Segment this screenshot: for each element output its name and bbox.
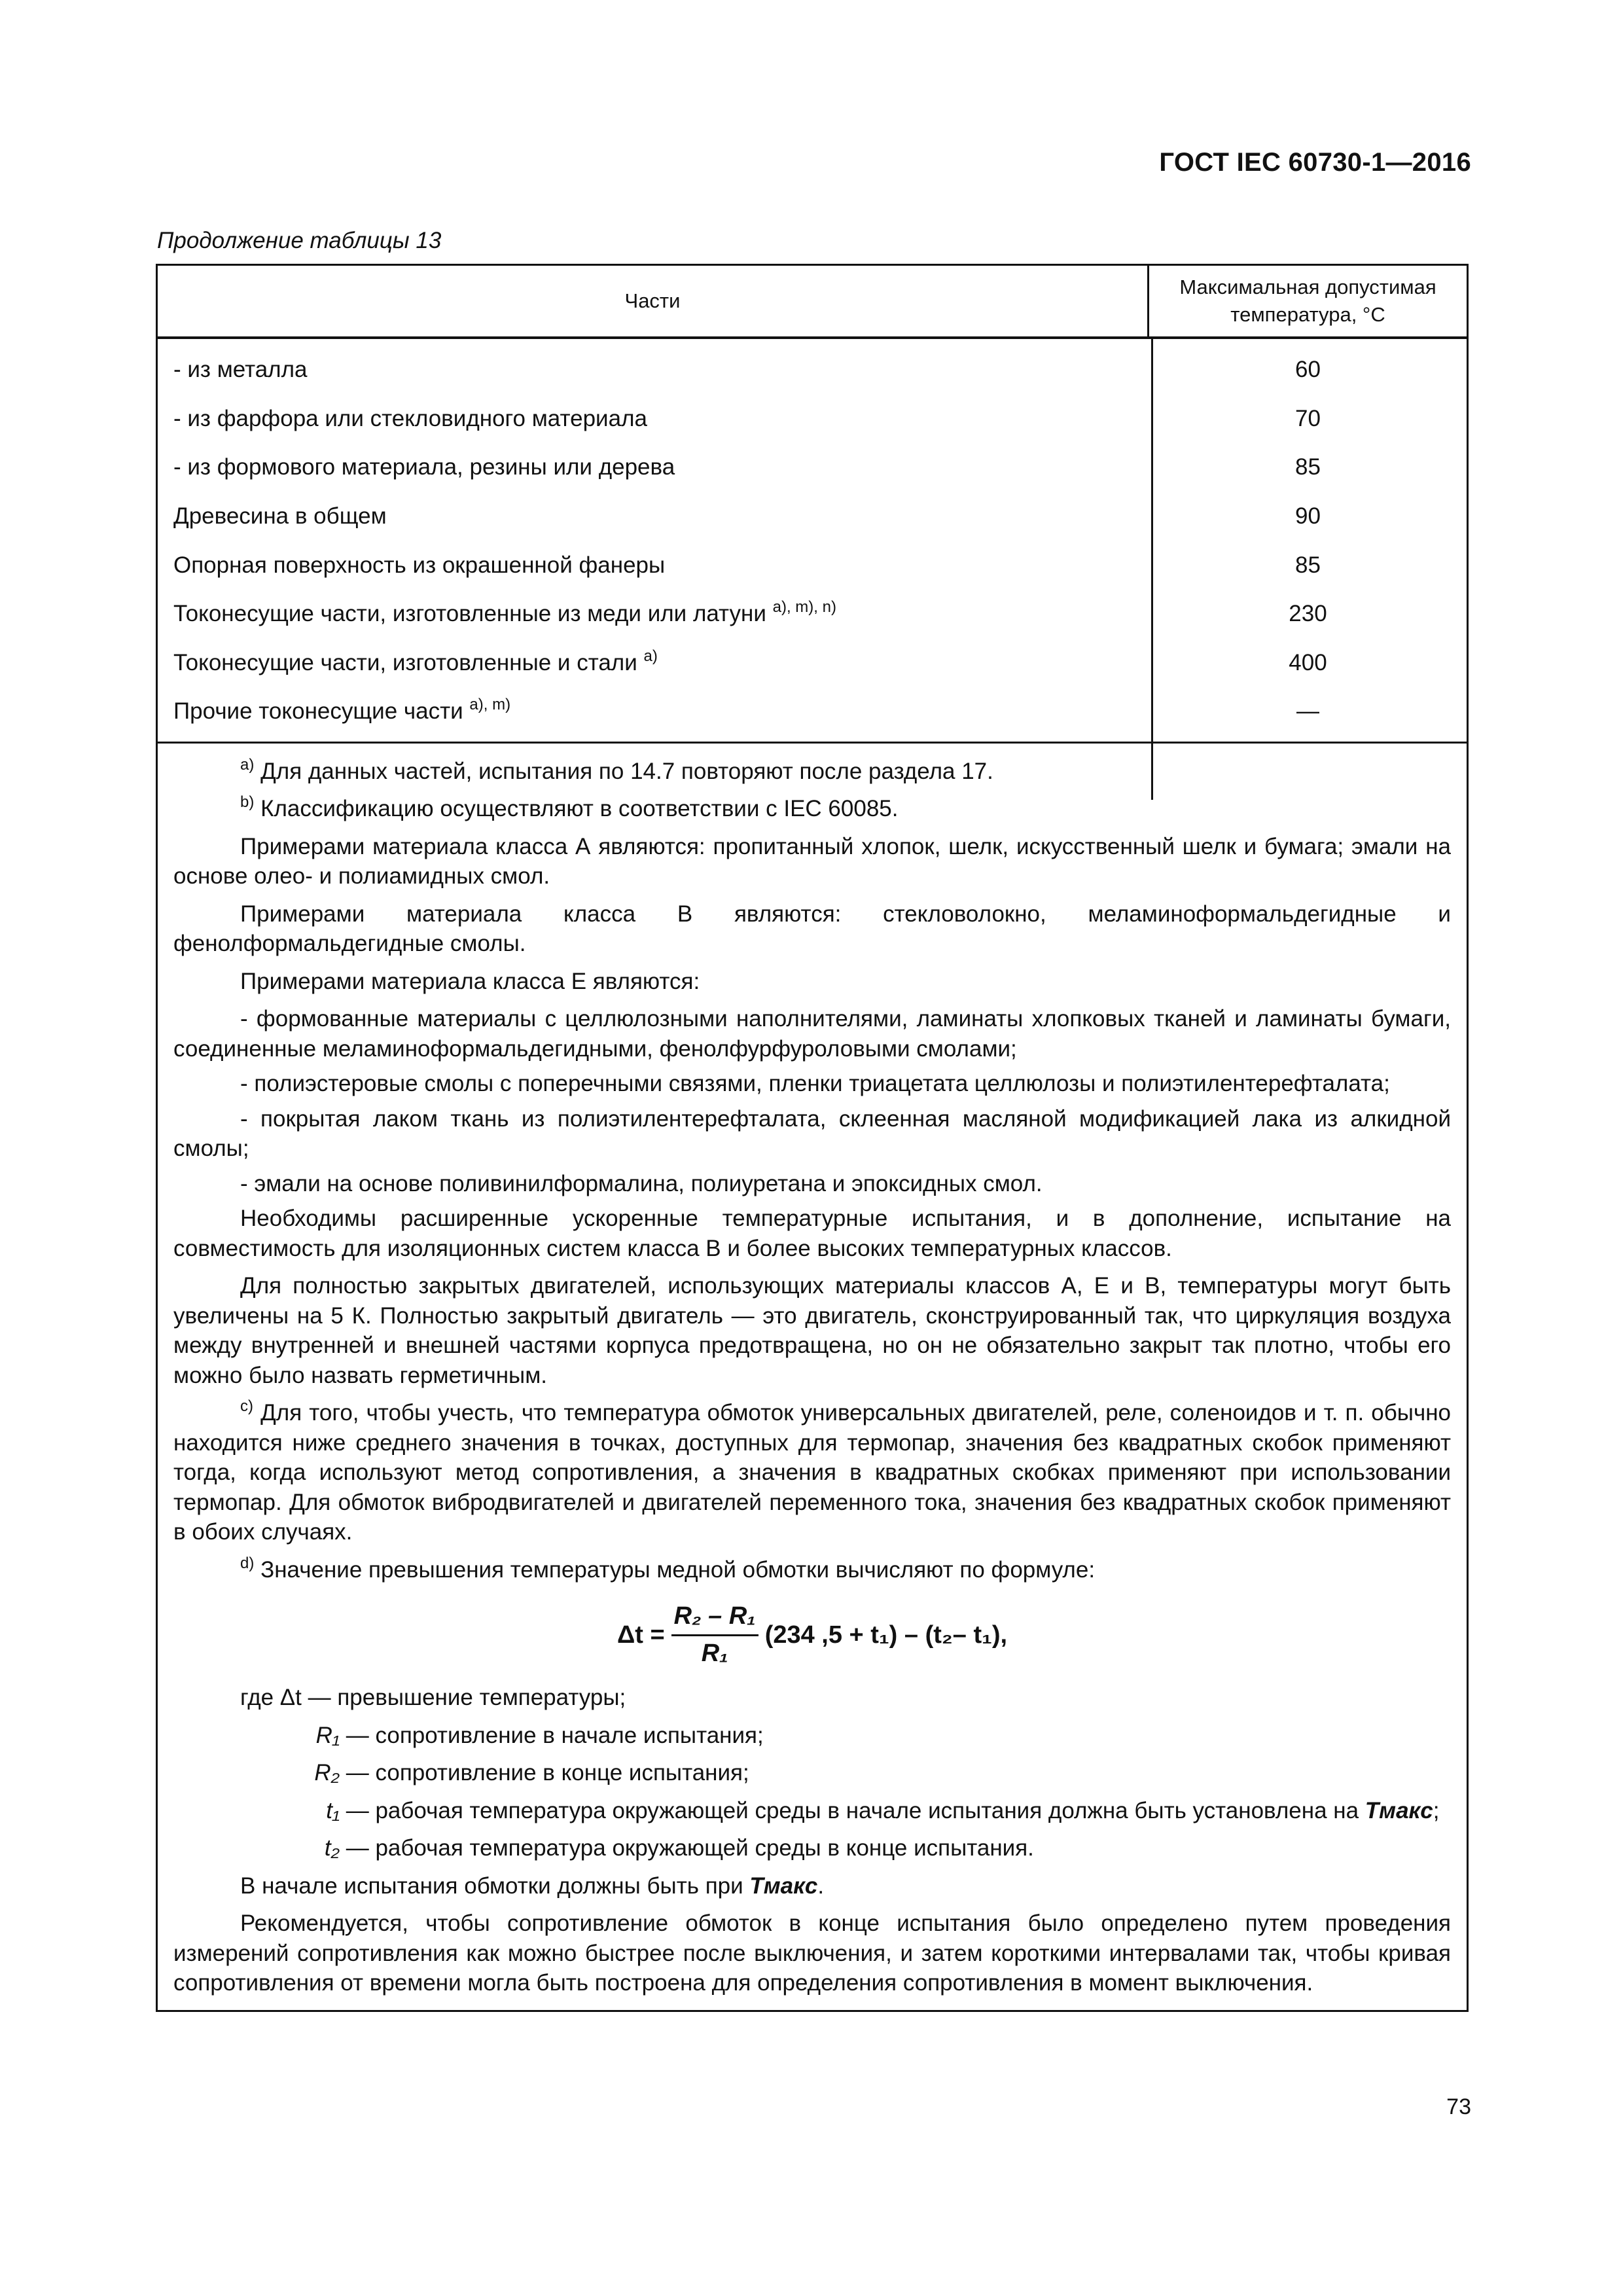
row-part: Прочие токонесущие части — [173, 698, 463, 725]
row-footnote-ref: a), m), n) — [772, 598, 836, 617]
tmax-symbol: Tмакс — [1364, 1797, 1433, 1823]
table-notes — [158, 744, 1467, 2010]
variable-symbol: t₂ — [324, 1835, 340, 1861]
note-b — [173, 794, 1451, 824]
variable-desc: — рабочая температура окружающей среды в начале испытания должна быть установлена на — [346, 1797, 1359, 1823]
variable-definition: t₁ — рабочая температура окружающей среды в начале испытания должна быть установлена на Tмакс; — [173, 1796, 1451, 1826]
header-temp-line2: температура, °С — [1230, 303, 1385, 326]
enclosed-motors-text: Для полностью закрытых двигателей, использующих материалы классов А, Е и В, температуры могут быть увеличены на 5 К. Полностью закрытый двигатель — это двигатель, сконструированный так, что циркуляция воздуха между внутренней и внешней частями корпуса предотвращена, но он не обязательно закрыт так плотно, чтобы его можно было назвать герметичным. — [173, 1273, 1451, 1388]
variable-desc: — сопротивление в конце испытания; — [346, 1760, 749, 1786]
note-d-mark: d) — [240, 1554, 255, 1572]
table-row — [158, 346, 1467, 395]
row-part: Опорная поверхность из окрашенной фанеры — [173, 552, 666, 578]
table-row — [158, 492, 1467, 541]
header-max-temperature — [1147, 266, 1467, 336]
start-windings-text: В начале испытания обмотки должны быть при Tмакс. — [240, 1873, 825, 1899]
row-temp: 400 — [1289, 649, 1327, 675]
table-row — [158, 639, 1467, 688]
note-b-text: Классификацию осуществляют в соответствии с IEC 60085. — [260, 796, 899, 822]
accelerated-tests-text: Необходимы расширенные ускоренные температурные испытания, и в дополнение, испытание на совместимость для изоляционных систем класса В и более высоких температурных классов. — [173, 1206, 1451, 1261]
row-temp: 90 — [1295, 503, 1321, 529]
row-part: - из металла — [173, 357, 308, 383]
row-temp: 230 — [1289, 601, 1327, 627]
header-parts: Части — [624, 289, 681, 312]
class-e-item: - формованные материалы с целлюлозными наполнителями, ламинаты хлопковых тканей и ламинаты бумаги, соединенные меламиноформальдегидными, фенолфурфуроловыми смолами; — [173, 1006, 1451, 1062]
note-a — [173, 757, 1451, 787]
variable-symbol: R₂ — [314, 1760, 340, 1786]
column-divider — [1151, 336, 1153, 800]
row-temp: 60 — [1295, 357, 1321, 383]
variable-symbol: t₁ — [326, 1797, 340, 1823]
table-row — [158, 687, 1467, 736]
row-footnote-ref: a), m) — [469, 696, 511, 714]
formula-lhs: Δt = — [616, 1621, 665, 1649]
row-temp: — — [1296, 698, 1319, 725]
row-temp: 70 — [1295, 405, 1321, 431]
header-temp-line1: Максимальная допустимая — [1179, 276, 1436, 298]
tmax-symbol: Tмакс — [749, 1873, 818, 1899]
table-row — [158, 590, 1467, 639]
class-e-item: - эмали на основе поливинилформалина, полиуретана и эпоксидных смол. — [240, 1170, 1043, 1196]
row-part: - из фарфора или стекловидного материала — [173, 405, 647, 431]
class-b-text: Примерами материала класса В являются: стекловолокно, меламиноформальдегидные и фенолформальдегидные смолы. — [173, 901, 1451, 957]
variable-symbol: R₁ — [315, 1722, 340, 1748]
variable-definition — [173, 1758, 1451, 1788]
row-temp: 85 — [1295, 454, 1321, 480]
row-part: Древесина в общем — [173, 503, 387, 529]
row-footnote-ref: a) — [643, 647, 658, 665]
class-e-text: Примерами материала класса Е являются: — [240, 968, 700, 994]
note-b-mark: b) — [240, 793, 255, 812]
variable-definition — [173, 1721, 1451, 1751]
class-a-text: Примерами материала класса А являются: пропитанный хлопок, шелк, искусственный шелк и бумага; эмали на основе олео- и полиамидных смол. — [173, 833, 1451, 889]
table-row — [158, 395, 1467, 444]
note-c-text: Для того, чтобы учесть, что температура обмоток универсальных двигателей, реле, соленоидов и т. п. обычно находится ниже среднего значения в точках, доступных для термопар, значения без квадратных скобок применяют тогда, когда используют метод сопротивления, а значения в квадратных скобках применяют при использовании термопар. Для обмоток вибродвигателей и двигателей переменного тока, значения без квадратных скобок применяют в обоих случаях. — [173, 1400, 1451, 1545]
start-windings-label: В начале испытания обмотки должны быть при — [240, 1873, 743, 1899]
variable-definition — [173, 1833, 1451, 1863]
temperature-table — [156, 264, 1469, 2012]
note-a-text: Для данных частей, испытания по 14.7 повторяют после раздела 17. — [260, 758, 993, 784]
formula-denominator: R₁ — [701, 1639, 728, 1667]
note-c-mark: c) — [240, 1397, 253, 1416]
row-part: - из формового материала, резины или дерева — [173, 454, 675, 480]
temperature-rise-formula — [173, 1602, 1451, 1668]
class-e-item: - покрытая лаком ткань из полиэтилентерефталата, склеенная масляной модификацией лака из алкидной смолы; — [173, 1105, 1451, 1162]
row-part: Токонесущие части, изготовленные из меди или латуни — [173, 601, 766, 627]
note-d-text: Значение превышения температуры медной обмотки вычисляют по формуле: — [260, 1556, 1096, 1583]
note-d — [173, 1555, 1451, 1585]
table-header-row — [158, 266, 1467, 339]
table-body — [158, 339, 1467, 744]
formula-rhs: (234 ,5 + t₁) – (t₂– t₁), — [764, 1621, 1008, 1649]
variable-desc: — рабочая температура окружающей среды в конце испытания. — [346, 1835, 1034, 1861]
where-line: где Δt — превышение температуры; — [240, 1685, 626, 1711]
row-temp: 85 — [1295, 552, 1321, 578]
formula-fraction — [671, 1602, 758, 1668]
table-caption: Продолжение таблицы 13 — [157, 228, 442, 253]
row-part: Токонесущие части, изготовленные и стали — [173, 649, 637, 675]
variable-desc: — сопротивление в начале испытания; — [346, 1722, 764, 1748]
document-code: ГОСТ IEC 60730-1—2016 — [1159, 148, 1471, 177]
recommendation-text: Рекомендуется, чтобы сопротивление обмоток в конце испытания было определено путем проведения измерений сопротивления как можно быстрее после выключения, и затем короткими интервалами так, чтобы кривая сопротивления от времени могла быть построена для определения сопротивления в момент выключения. — [173, 1910, 1451, 1996]
formula-numerator: R₂ – R₁ — [671, 1602, 758, 1636]
table-row — [158, 443, 1467, 492]
note-c — [173, 1398, 1451, 1547]
note-a-mark: a) — [240, 755, 255, 774]
class-e-item: - полиэстеровые смолы с поперечными связями, пленки триацетата целлюлозы и полиэтилентерефталата; — [240, 1071, 1390, 1097]
page-number: 73 — [1446, 2094, 1471, 2119]
table-row — [158, 541, 1467, 590]
